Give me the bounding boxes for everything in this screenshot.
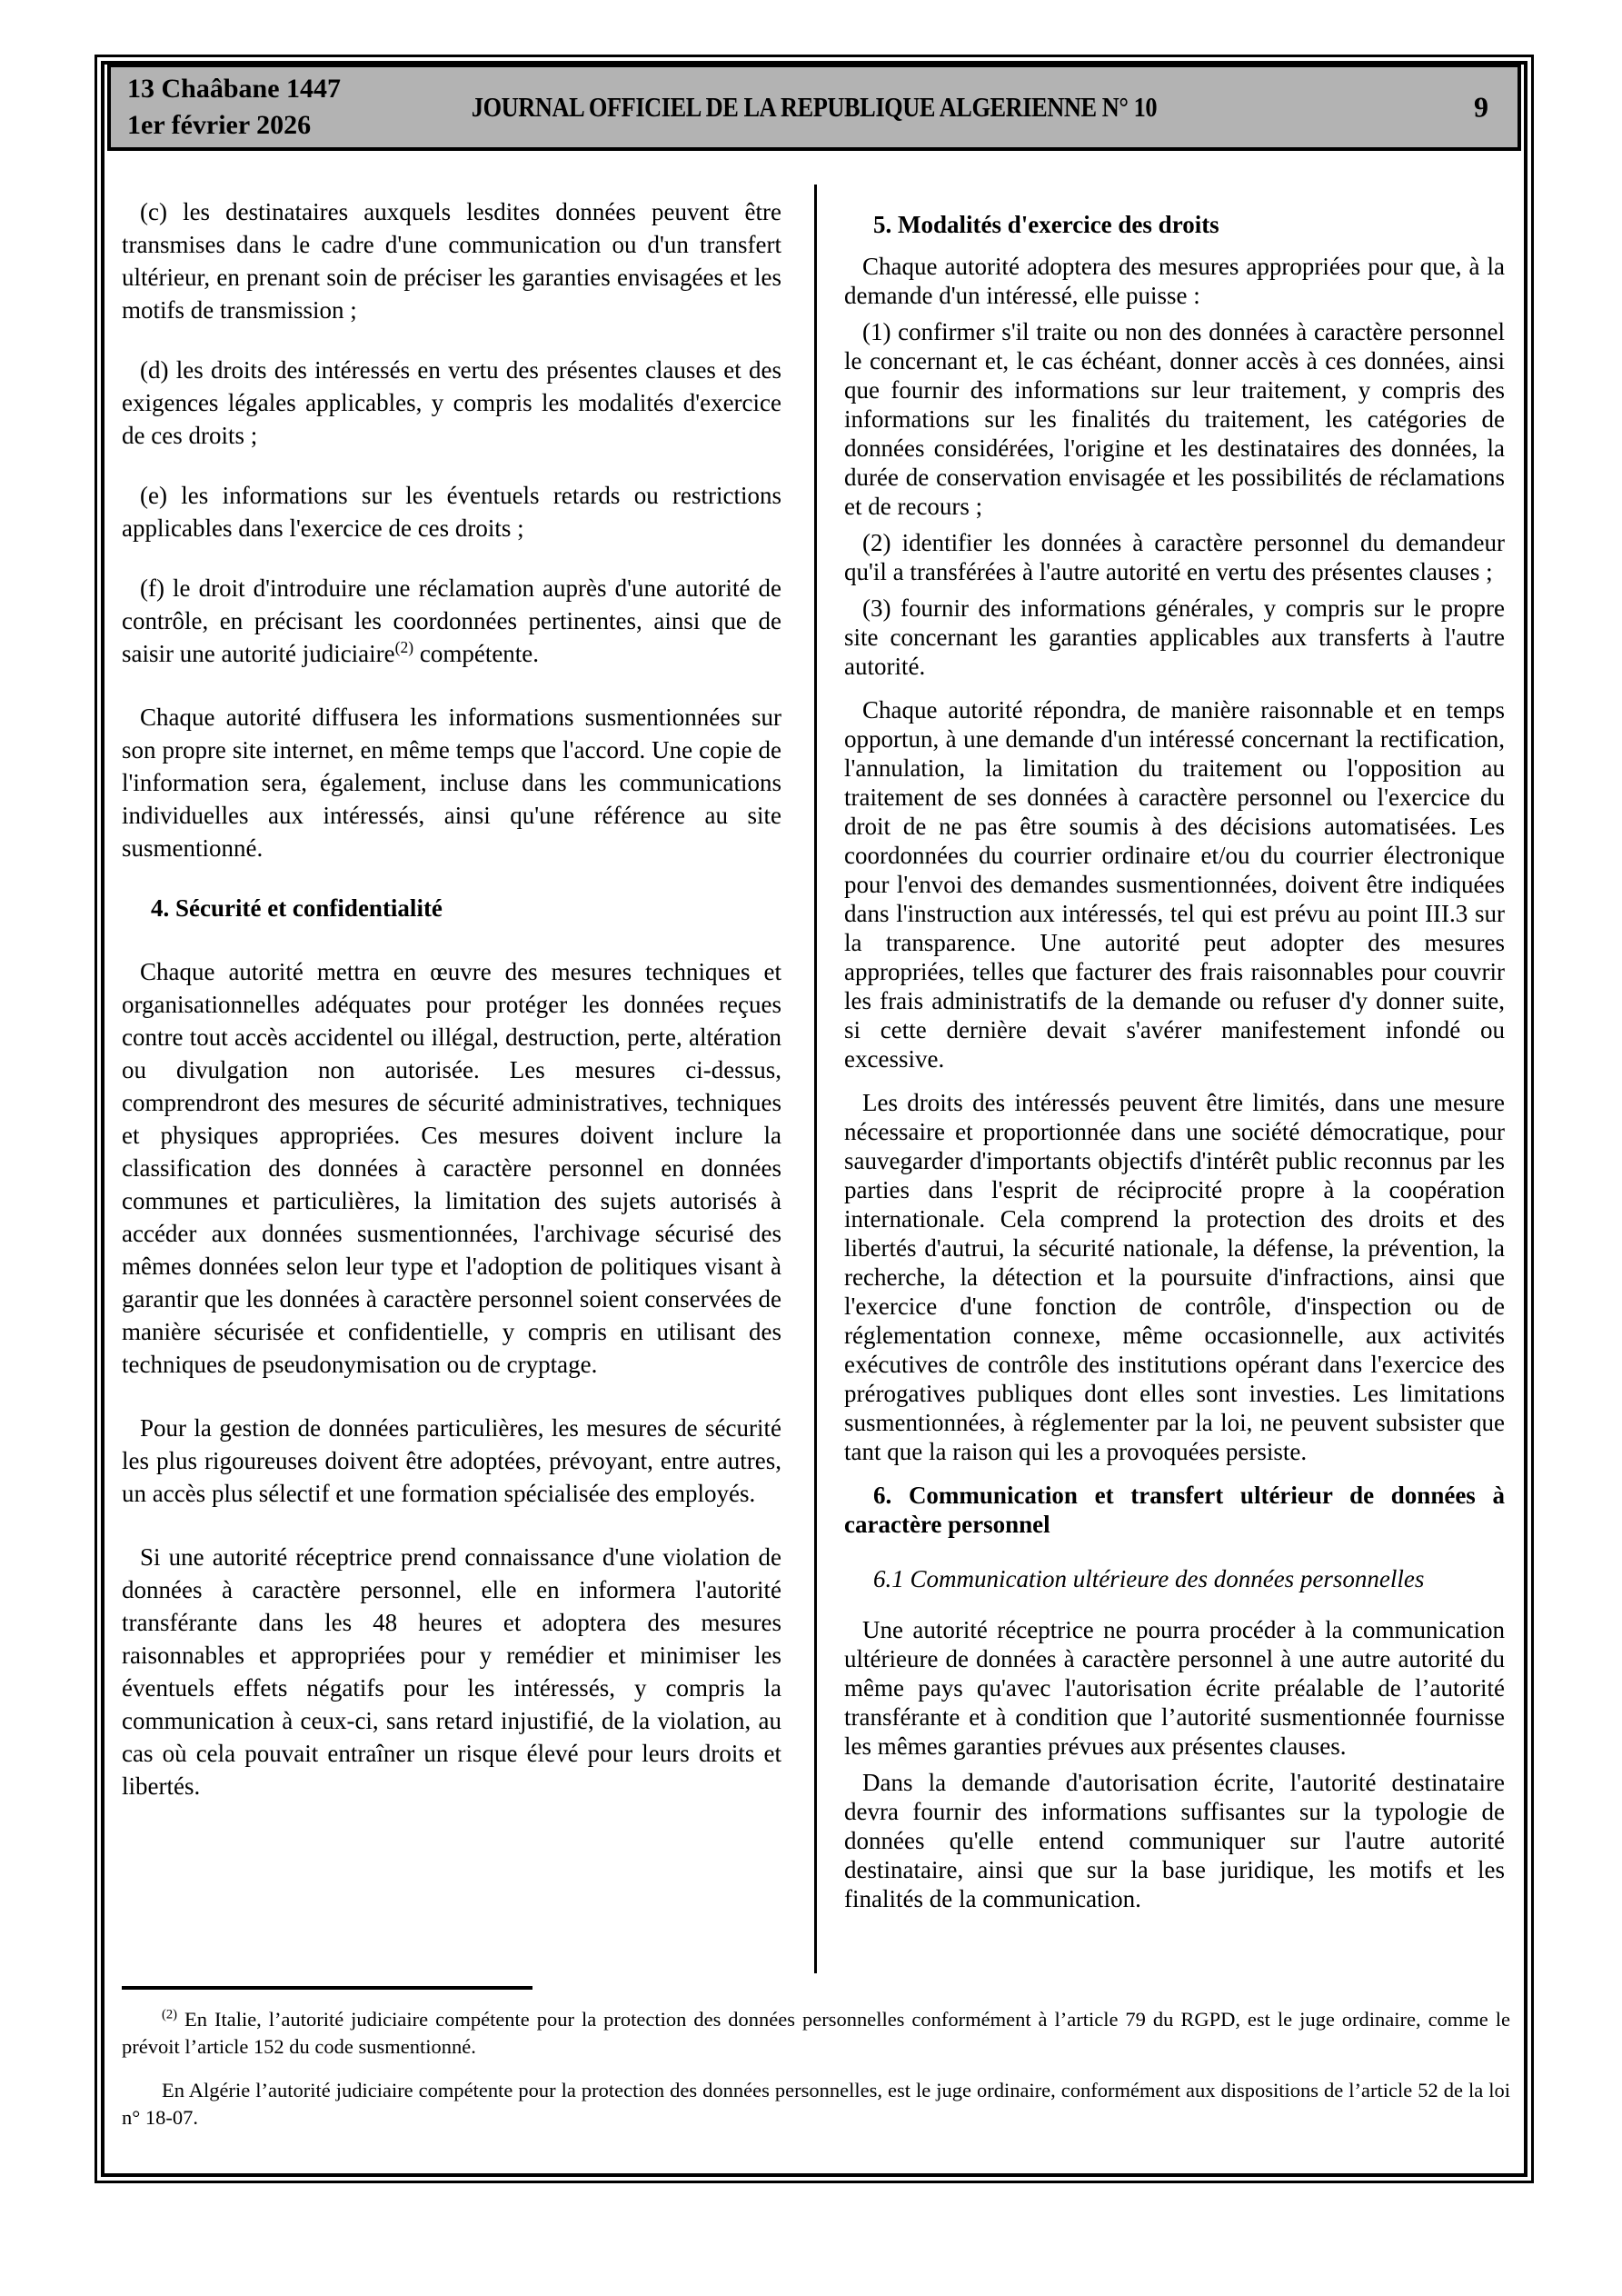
- paragraph: Chaque autorité diffusera les informations susmentionnées sur son propre site internet, en même temps que l'accord. Une copie de l'information sera, également, incluse dans les communications individuelles aux intéressés, ainsi qu'une référence au site susmentionné.: [122, 704, 781, 862]
- footnote: $^{(2)}$ En Italie, l’autorité judiciaire compétente pour la protection des données personnelles conformément à l’article 79 du RGPD, est le juge ordinaire, comme le prévoit l’article 152 du code susmentionné.: [122, 2007, 1510, 2058]
- paragraph: (1) confirmer s'il traite ou non des données à caractère personnel le concernant et, le cas échéant, donner accès à ces données, ainsi que fournir des informations sur leur traitement, y compris des informations sur les finalités du traitement, les catégories de données considérées, l'origine et les destinataires des données, la durée de conservation envisagée et les possibilités de réclamations et de recours ;: [844, 318, 1505, 520]
- paragraph: (f) le droit d'introduire une réclamation auprès d'une autorité de contrôle, en précisant les coordonnées pertinentes, ainsi que de saisir une autorité judiciaire$^{(2)}$ compétente.: [122, 574, 781, 667]
- paragraph: Une autorité réceptrice ne pourra procéder à la communication ultérieure de données à caractère personnel à une autre autorité du même pays qu'avec l'autorisation écrite préalable de l’autorité transférante et à condition que l’autorité susmentionnée fournisse les mêmes garanties prévues aux présentes clauses.: [844, 1616, 1505, 1760]
- hijri-date: 13 Chaâbane 1447: [127, 74, 342, 104]
- paragraph: Chaque autorité mettra en œuvre des mesures techniques et organisationnelles adéquates pour protéger les données reçues contre tout accès accidentel ou illégal, destruction, perte, altération ou divulgation non autorisée. Les mesures ci-dessus, comprendront des mesures de sécurité administratives, techniques et physiques appropriées. Ces mesures doivent inclure la classification des données à caractère personnel en données communes et particulières, la limitation des sujets autorisés à accéder aux données susmentionnées, l'archivage sécurisé des mêmes données selon leur type et l'adoption de politiques visant à garantir que les données à caractère personnel soient conservées de manière sécurisée et confidentielle, y compris en utilisant des techniques de pseudonymisation ou de cryptage.: [122, 958, 781, 1378]
- issue-dates: [127, 71, 341, 144]
- left-column: [122, 195, 781, 1830]
- paragraph: (3) fournir des informations générales, y compris sur le propre site concernant les garanties applicables aux transferts à l'autre autorité.: [844, 594, 1505, 680]
- sub-section-heading: 6.1 Communication ultérieure des données personnelles: [873, 1565, 1425, 1592]
- footnote-marker: (2): [162, 2007, 178, 2022]
- page-frame: [95, 55, 1534, 2183]
- footnote-list: [122, 2006, 1510, 2131]
- footnote-separator: [122, 1986, 532, 1990]
- right-column: [844, 195, 1505, 1921]
- section-heading: 5. Modalités d'exercice des droits: [873, 211, 1219, 238]
- paragraph: Chaque autorité répondra, de manière raisonnable et en temps opportun, à une demande d'un intéressé concernant la rectification, l'annulation, la limitation du traitement ou l'opposition au traitement de ses données à caractère personnel ou l'exercice du droit de ne pas être soumis à des décisions automatisées. Les coordonnées du courrier ordinaire et/ou du courrier électronique pour l'envoi des demandes susmentionnées, doivent être indiquées dans l'instruction aux intéressés, tel qui est prévu au point III.3 sur la transparence. Une autorité peut adopter des mesures appropriées, telles que facturer des frais raisonnables pour couvrir les frais administratifs de la demande ou refuser d'y donner suite, si cette dernière devait s'avérer manifestement infondé ou excessive.: [844, 696, 1505, 1073]
- journal-title: JOURNAL OFFICIEL DE LA REPUBLIQUE ALGERIENNE N° 10: [471, 91, 1158, 123]
- section-heading: 4. Sécurité et confidentialité: [151, 894, 443, 922]
- column-divider: [814, 185, 817, 1973]
- paragraph: Dans la demande d'autorisation écrite, l'autorité destinataire devra fournir des informations suffisantes sur la typologie de données qu'elle entend communiquer sur l'autre autorité destinataire, ainsi que sur la base juridique, les motifs et les finalités de la communication.: [844, 1769, 1505, 1912]
- paragraph: Si une autorité réceptrice prend connaissance d'une violation de données à caractère personnel, elle en informera l'autorité transférante dans les 48 heures et adoptera des mesures raisonnables et appropriées pour y remédier et minimiser les éventuels effets négatifs pour les intéressés, y compris la communication à ceux-ci, sans retard injustifié, de la violation, au cas où cela pouvait entraîner un risque élevé pour leurs droits et libertés.: [122, 1543, 781, 1800]
- section-heading: 6. Communication et transfert ultérieur de données à caractère personnel: [844, 1482, 1505, 1538]
- footnote: En Algérie l’autorité judiciaire compétente pour la protection des données personnelles, est le juge ordinaire, conformément aux dispositions de l’article 52 de la loi n° 18-07.: [122, 2079, 1510, 2129]
- footnotes-section: [122, 1986, 1510, 2148]
- paragraph: Chaque autorité adoptera des mesures appropriées pour que, à la demande d'un intéressé, elle puisse :: [844, 253, 1505, 309]
- paragraph: (2) identifier les données à caractère personnel du demandeur qu'il a transférées à l'autre autorité en vertu des présentes clauses ;: [844, 529, 1505, 585]
- page-number: 9: [1474, 90, 1488, 124]
- footnote-marker: (2): [394, 638, 414, 656]
- paragraph: (c) les destinataires auxquels lesdites données peuvent être transmises dans le cadre d'une communication ou d'un transfert ultérieur, en prenant soin de préciser les garanties envisagées et les motifs de transmission ;: [122, 198, 781, 324]
- paragraph: Pour la gestion de données particulières, les mesures de sécurité les plus rigoureuses doivent être adoptées, prévoyant, entre autres, un accès plus sélectif et une formation spécialisée des employés.: [122, 1414, 781, 1507]
- paragraph: (e) les informations sur les éventuels retards ou restrictions applicables dans l'exercice de ces droits ;: [122, 482, 781, 542]
- page-header: [107, 64, 1521, 151]
- paragraph: Les droits des intéressés peuvent être limités, dans une mesure nécessaire et proportionnée dans une société démocratique, pour sauvegarder d'importants objectifs d'intérêt public reconnus par les parties dans l'esprit de réciprocité propre à la coopération internationale. Cela comprend la protection des droits et des libertés d'autrui, la sécurité nationale, la défense, la prévention, la recherche, la détection et la poursuite d'infractions, ainsi que l'exercice d'une fonction de contrôle, d'inspection ou de réglementation connexe, même occasionnelle, aux activités exécutives de contrôle des institutions opérant dans l'exercice des prérogatives publiques dont elles sont investies. Les limitations susmentionnées, à réglementer par la loi, ne peuvent subsister que tant que la raison qui les a provoquées persiste.: [844, 1089, 1505, 1465]
- paragraph: (d) les droits des intéressés en vertu des présentes clauses et des exigences légales applicables, y compris les modalités d'exercice de ces droits ;: [122, 356, 781, 449]
- gregorian-date: 1er février 2026: [127, 110, 312, 140]
